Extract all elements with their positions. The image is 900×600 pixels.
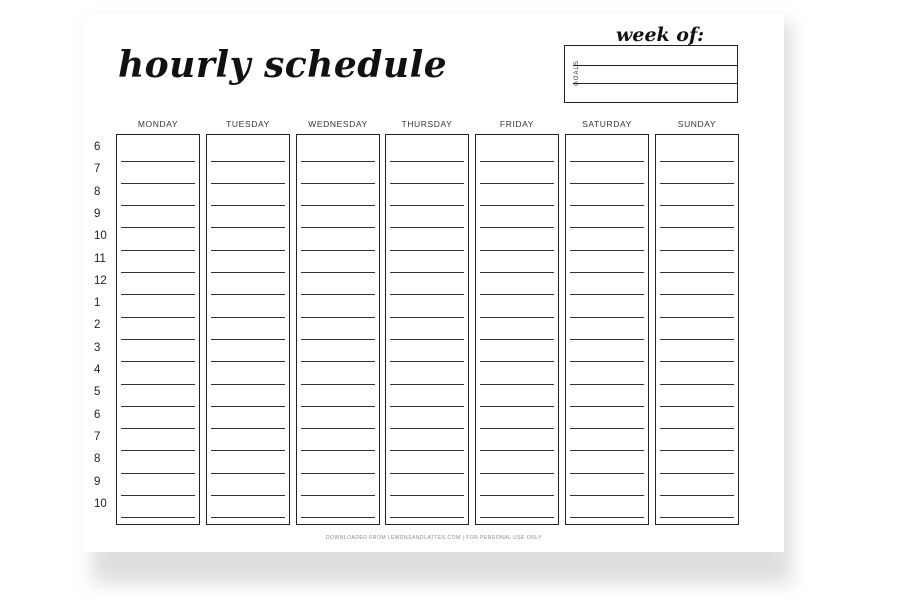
time-slot-line[interactable] [660, 161, 734, 162]
day-column-sunday [655, 134, 739, 525]
time-slot-line[interactable] [121, 250, 195, 251]
time-slot-line[interactable] [660, 406, 734, 407]
hour-label: 8 [94, 453, 101, 466]
time-slot-line[interactable] [480, 361, 554, 362]
time-slot-line[interactable] [480, 384, 554, 385]
time-slot-line[interactable] [121, 428, 195, 429]
goals-line[interactable] [573, 83, 737, 84]
time-slot-line[interactable] [121, 517, 195, 518]
time-slot-line[interactable] [660, 272, 734, 273]
time-slot-line[interactable] [301, 517, 375, 518]
day-column-friday [475, 134, 559, 525]
time-slot-line[interactable] [121, 406, 195, 407]
time-slot-line[interactable] [301, 450, 375, 451]
time-slot-line[interactable] [480, 473, 554, 474]
time-slot-line[interactable] [480, 205, 554, 206]
time-slot-line[interactable] [390, 272, 464, 273]
time-slot-line[interactable] [660, 294, 734, 295]
time-slot-line[interactable] [390, 339, 464, 340]
time-slot-line[interactable] [211, 473, 285, 474]
time-slot-line[interactable] [211, 450, 285, 451]
time-slot-line[interactable] [480, 495, 554, 496]
time-slot-line[interactable] [211, 361, 285, 362]
time-slot-line[interactable] [570, 250, 644, 251]
time-slot-line[interactable] [121, 495, 195, 496]
time-slot-line[interactable] [301, 205, 375, 206]
time-slot-line[interactable] [660, 361, 734, 362]
time-slot-line[interactable] [390, 205, 464, 206]
time-slot-line[interactable] [570, 384, 644, 385]
time-slot-line[interactable] [211, 517, 285, 518]
time-slot-line[interactable] [390, 161, 464, 162]
week-of-label: week of: [616, 24, 705, 46]
time-slot-line[interactable] [570, 161, 644, 162]
day-column-monday [116, 134, 200, 525]
time-slot-line[interactable] [390, 450, 464, 451]
time-slot-line[interactable] [570, 473, 644, 474]
hour-label: 11 [94, 252, 106, 265]
time-slot-line[interactable] [301, 361, 375, 362]
time-slot-line[interactable] [570, 272, 644, 273]
time-slot-line[interactable] [390, 495, 464, 496]
hour-label: 7 [94, 163, 101, 176]
time-slot-line[interactable] [660, 384, 734, 385]
time-slot-line[interactable] [480, 161, 554, 162]
day-header-tuesday: TUESDAY [226, 119, 270, 129]
time-slot-line[interactable] [390, 227, 464, 228]
time-slot-line[interactable] [570, 339, 644, 340]
time-slot-line[interactable] [301, 294, 375, 295]
time-slot-line[interactable] [211, 205, 285, 206]
hour-label: 9 [94, 475, 101, 488]
time-slot-line[interactable] [121, 317, 195, 318]
time-slot-line[interactable] [211, 250, 285, 251]
time-slot-line[interactable] [211, 406, 285, 407]
time-slot-line[interactable] [211, 495, 285, 496]
time-slot-line[interactable] [480, 517, 554, 518]
time-slot-line[interactable] [480, 450, 554, 451]
time-slot-line[interactable] [301, 384, 375, 385]
time-slot-line[interactable] [390, 361, 464, 362]
time-slot-line[interactable] [301, 183, 375, 184]
time-slot-line[interactable] [390, 473, 464, 474]
time-slot-line[interactable] [480, 294, 554, 295]
day-column-wednesday [296, 134, 380, 525]
time-slot-line[interactable] [301, 428, 375, 429]
time-slot-line[interactable] [570, 183, 644, 184]
time-slot-line[interactable] [301, 250, 375, 251]
time-slot-line[interactable] [121, 339, 195, 340]
time-slot-line[interactable] [660, 205, 734, 206]
time-slot-line[interactable] [301, 339, 375, 340]
time-slot-line[interactable] [570, 428, 644, 429]
time-slot-line[interactable] [660, 428, 734, 429]
hour-label: 5 [94, 386, 101, 399]
time-slot-line[interactable] [390, 294, 464, 295]
time-slot-line[interactable] [480, 428, 554, 429]
time-slot-line[interactable] [121, 205, 195, 206]
time-slot-line[interactable] [480, 250, 554, 251]
time-slot-line[interactable] [660, 183, 734, 184]
day-column-thursday [385, 134, 469, 525]
hour-label: 10 [94, 497, 107, 510]
time-slot-line[interactable] [301, 227, 375, 228]
time-slot-line[interactable] [570, 317, 644, 318]
time-slot-line[interactable] [211, 294, 285, 295]
time-slot-line[interactable] [570, 205, 644, 206]
time-slot-line[interactable] [660, 517, 734, 518]
time-slot-line[interactable] [480, 272, 554, 273]
time-slot-line[interactable] [570, 227, 644, 228]
time-slot-line[interactable] [390, 517, 464, 518]
footer-note: DOWNLOADED FROM LEMONSANDLATTES.COM | FOR PERSONAL USE ONLY [325, 535, 542, 541]
hour-label: 8 [94, 185, 101, 198]
hour-label: 1 [94, 297, 101, 310]
time-slot-line[interactable] [211, 183, 285, 184]
time-slot-line[interactable] [660, 317, 734, 318]
time-slot-line[interactable] [121, 227, 195, 228]
goals-line[interactable] [573, 65, 737, 66]
time-slot-line[interactable] [570, 450, 644, 451]
hour-label: 3 [94, 341, 101, 354]
hour-label: 12 [94, 274, 107, 287]
hour-label: 6 [94, 141, 101, 153]
hour-label: 10 [94, 230, 107, 243]
day-header-friday: FRIDAY [499, 119, 535, 129]
time-slot-line[interactable] [301, 406, 375, 407]
time-slot-line[interactable] [570, 495, 644, 496]
time-slot-line[interactable] [211, 227, 285, 228]
time-slot-line[interactable] [570, 361, 644, 362]
time-slot-line[interactable] [480, 339, 554, 340]
day-header-monday: MONDAY [137, 119, 179, 129]
time-slot-line[interactable] [211, 317, 285, 318]
time-slot-line[interactable] [301, 473, 375, 474]
time-slot-line[interactable] [301, 317, 375, 318]
hour-label: 9 [94, 207, 101, 220]
day-header-thursday: THURSDAY [401, 119, 453, 129]
time-slot-line[interactable] [660, 450, 734, 451]
time-slot-line[interactable] [211, 161, 285, 162]
time-slot-line[interactable] [121, 473, 195, 474]
day-header-saturday: SATURDAY [582, 119, 632, 129]
hour-label: 6 [94, 408, 101, 421]
time-slot-line[interactable] [660, 473, 734, 474]
time-slot-line[interactable] [480, 406, 554, 407]
goals-label: GOALS [574, 60, 580, 86]
time-slot-line[interactable] [211, 339, 285, 340]
hour-label: 4 [94, 364, 101, 376]
time-slot-line[interactable] [660, 495, 734, 496]
goals-box [564, 45, 738, 103]
time-slot-line[interactable] [480, 183, 554, 184]
time-slot-line[interactable] [121, 361, 195, 362]
time-slot-line[interactable] [390, 183, 464, 184]
time-slot-line[interactable] [570, 517, 644, 518]
time-slot-line[interactable] [390, 250, 464, 251]
hour-label: 7 [94, 430, 101, 443]
time-slot-line[interactable] [121, 384, 195, 385]
time-slot-line[interactable] [570, 406, 644, 407]
time-slot-line[interactable] [390, 317, 464, 318]
time-slot-line[interactable] [660, 339, 734, 340]
day-column-saturday [565, 134, 649, 525]
time-slot-line[interactable] [121, 294, 195, 295]
time-slot-line[interactable] [121, 272, 195, 273]
time-slot-line[interactable] [660, 227, 734, 228]
page-title: hourly schedule [118, 44, 448, 86]
time-slot-line[interactable] [390, 428, 464, 429]
time-slot-line[interactable] [121, 183, 195, 184]
time-slot-line[interactable] [211, 272, 285, 273]
day-column-tuesday [206, 134, 290, 525]
time-slot-line[interactable] [121, 161, 195, 162]
time-slot-line[interactable] [211, 428, 285, 429]
time-slot-line[interactable] [480, 317, 554, 318]
time-slot-line[interactable] [121, 450, 195, 451]
day-header-wednesday: WEDNESDAY [308, 119, 368, 129]
time-slot-line[interactable] [480, 227, 554, 228]
hour-label: 2 [94, 319, 101, 332]
time-slot-line[interactable] [570, 294, 644, 295]
time-slot-line[interactable] [390, 406, 464, 407]
time-slot-line[interactable] [390, 384, 464, 385]
time-slot-line[interactable] [301, 272, 375, 273]
time-slot-line[interactable] [301, 161, 375, 162]
time-slot-line[interactable] [211, 384, 285, 385]
time-slot-line[interactable] [660, 250, 734, 251]
day-header-sunday: SUNDAY [677, 119, 717, 129]
time-slot-line[interactable] [301, 495, 375, 496]
